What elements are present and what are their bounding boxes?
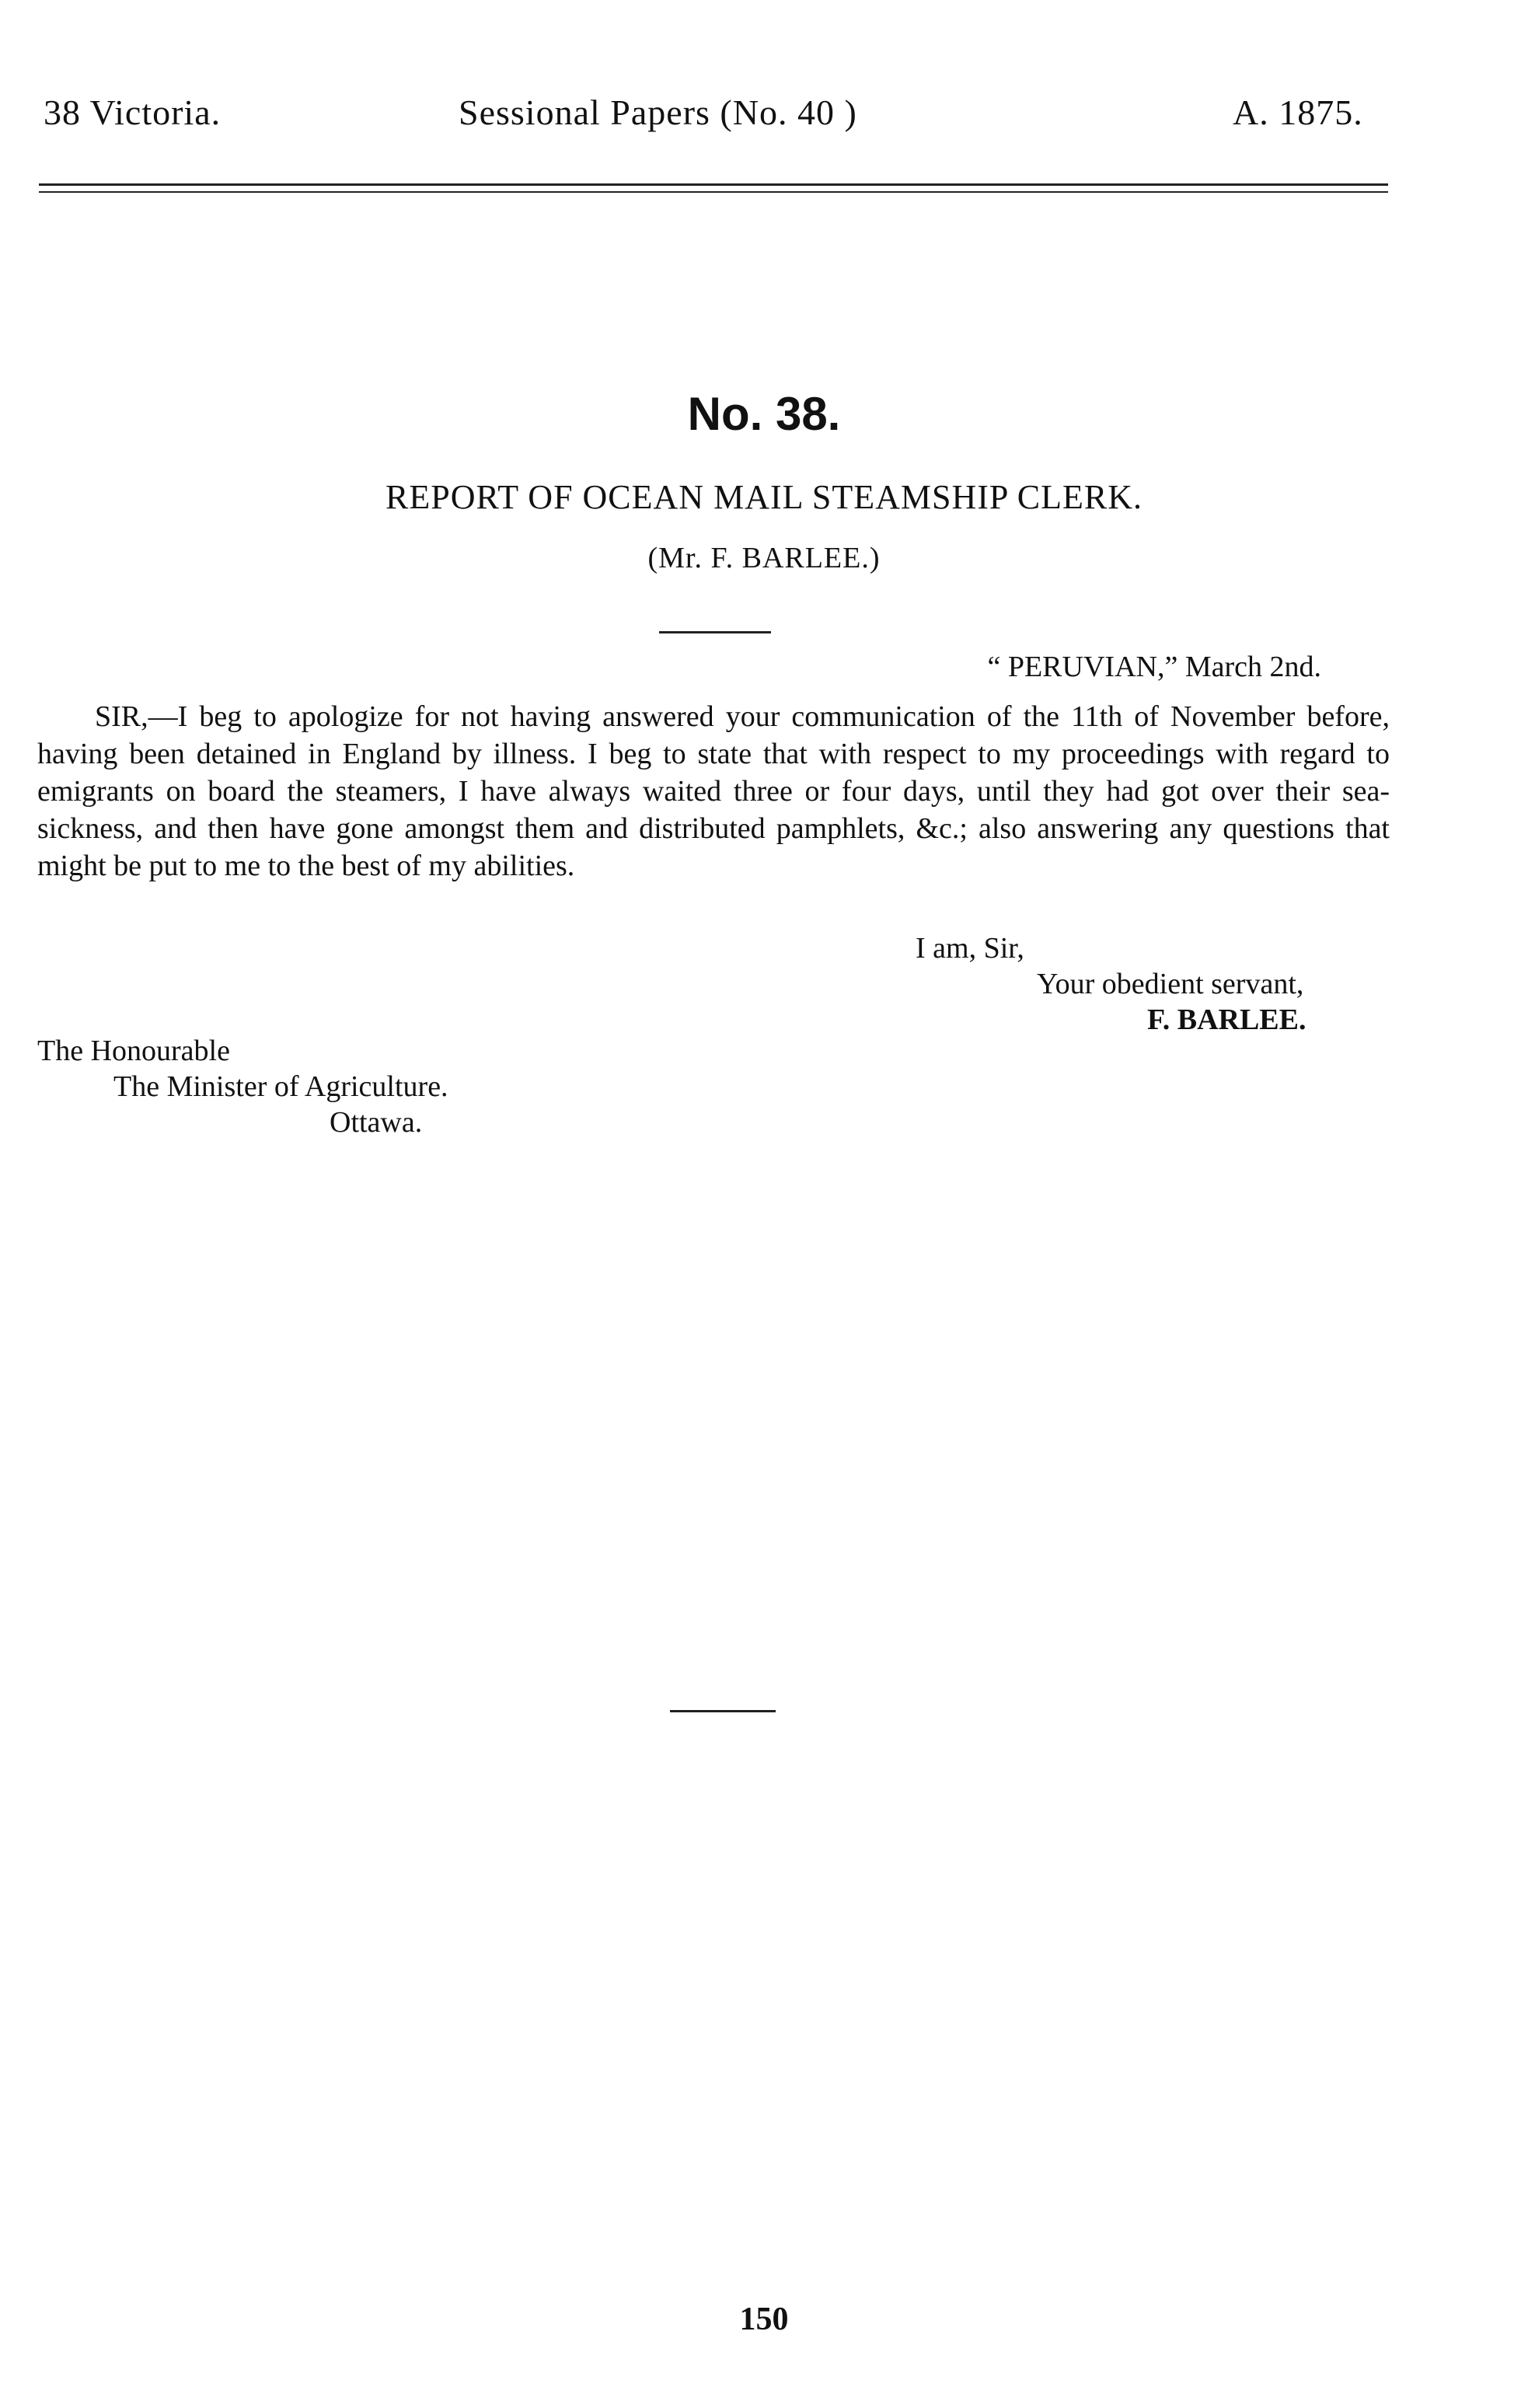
- running-header-right: A. 1875.: [1233, 92, 1363, 132]
- document-title: REPORT OF OCEAN MAIL STEAMSHIP CLERK.: [385, 478, 1143, 516]
- end-divider: [670, 1710, 776, 1712]
- letter-dateline: “ PERUVIAN,” March 2nd.: [987, 651, 1321, 683]
- addressee-line-3: Ottawa.: [330, 1106, 423, 1139]
- running-header-center: Sessional Papers (No. 40 ): [459, 92, 857, 132]
- header-rule-bottom: [39, 191, 1388, 193]
- letter-body: SIR,—I beg to apologize for not having answered your communication of the 11th of November before, having been detained in England by illness. I beg to state that with respect to my proceedings with regard to emigrants on board the steamers, I have always waited three or four days, until they had got over their sea-sickness, and then have gone amongst them and distributed pamphlets, &c.; also answering any questions that might be put to me to the best of my abilities.: [37, 700, 1390, 882]
- addressee-line-1: The Honourable: [37, 1035, 230, 1067]
- header-rule-top: [39, 183, 1388, 186]
- letter-closing: I am, Sir,: [916, 932, 1024, 965]
- letter-signoff: Your obedient servant,: [1037, 968, 1304, 1000]
- document-number: No. 38.: [687, 388, 841, 440]
- page-number: 150: [739, 2302, 789, 2337]
- document-author: (Mr. F. BARLEE.): [647, 542, 881, 574]
- title-divider: [659, 631, 771, 633]
- running-header-left: 38 Victoria.: [44, 92, 222, 132]
- addressee-line-2: The Minister of Agriculture.: [113, 1070, 448, 1103]
- letter-signature: F. BARLEE.: [1147, 1003, 1306, 1036]
